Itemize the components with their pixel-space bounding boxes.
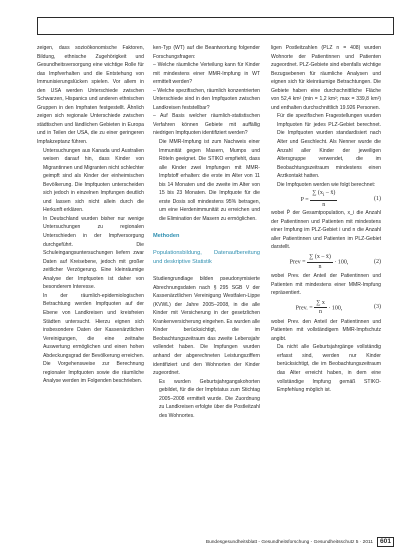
journal-citation: Bundesgesundheitsblatt - Gesundheitsforschung - Gesundheitsschutz 5 · 2011 [205, 539, 373, 545]
paragraph: wobei Prev. der Anteil der Patientinnen und Patienten mit mindestens einer MMR-Impfung repräsentiert. [271, 273, 381, 297]
page-number: 601 [377, 537, 394, 547]
paragraph: Untersuchungen aus Kanada und Australien weisen darauf hin, dass Kinder von Migrantinnen und Migranten nicht schlechter geimpft sind als Kinder der einheimischen Bevölkerung. Die Impfquoten unterscheiden sich jedoch in einzelnen Impfungen deutlich und lassen sich nicht allein durch die Herkunft erklären. [43, 147, 144, 214]
paragraph: wobei Prev. den Anteil der Patientinnen und Patienten mit vollständigem MMR-Impfschutz angibt. [271, 318, 381, 342]
subsection-heading: Populationsbildung, Datenaufbereitung und deskriptive Statistik [153, 250, 260, 265]
paragraph: zeigen, dass sozioökonomische Faktoren, Bildung, ethnische Zugehörigkeit und Gesundheitsversorgung eine wichtige Rolle für das Impfverhalten und die Entstehung von Immunisierungslücken spielen. Vor allem in den USA werden Unterschiede zwischen Schwarzen, Hispanics und anderen ethnischen Gruppen in den Impfraten festgestellt. Ähnlich zeigen sich regionale Unterschiede zwischen städtischen und ländlichen Gebieten in Europa und in Teilen der USA, die zu einer geringeren Impfakzeptanz führen. [37, 45, 144, 146]
paragraph: ligen Postleitzahlen (PLZ n = 408) wurden Wohnorte der Patientinnen und Patienten zugeordnet. PLZ-Gebiete sind ebenfalls wichtige Bezugsebenen für räumliche Analysen und eignen sich für kleinräumige Betrachtungen. Die Gebiete haben eine durchschnittliche Fläche von 52,4 km² (min = 1,2 km²; max = 339,8 km²) und enthalten durchschnittlich 19.926 Personen. [271, 45, 381, 111]
paragraph: Die Impfquoten werden wie folgt berechnet: [277, 181, 376, 188]
equation-number: (2) [374, 258, 381, 265]
paragraph: In Deutschland wurden bisher nur wenige Untersuchungen zu regionalen Unterschieden in der Impfversorgung durchgeführt. Die Schuleingangsuntersuchungen liefern zwar Daten auf Kreisebene, jedoch mit großer zeitlicher Verzögerung. Eine kleinräumige Analyse der Impfquoten ist daher von besonderem Interesse. [43, 215, 144, 291]
paragraph: In der räumlich-epidemiologischen Betrachtung werden Impfquoten auf der Ebene von Landkreisen und kreisfreien Städten untersucht. Hierzu eignen sich insbesondere Daten der Kassenärztlichen Vereinigungen, die eine zeitnahe Auswertung ermöglichen und einen hohen Abdeckungsgrad der Bevölkerung erreichen. Die Vorgehensweise zur Berechnung regionaler Impfquoten sowie die räumliche Analyse werden im Folgenden beschrieben. [43, 292, 144, 385]
equation-number: (1) [374, 196, 381, 203]
paragraph: ken-Typ (WT) auf die Beantwortung folgender Forschungsfragen: [153, 45, 260, 60]
header-rule-box [37, 17, 394, 35]
bullet-item: – Welche spezifischen, räumlich konzentrierten Unterschiede sind in den Impfquoten zwischen Landkreisen feststellbar? [153, 87, 260, 111]
column-3 [271, 44, 381, 395]
paragraph: Studiengrundlage bilden pseudonymisierte Abrechnungsdaten nach § 295 SGB V der Kassenärztlichen Vereinigung Westfalen-Lippe (KVWL) der Jahre 2005–2008, in die alle Kinder mit Versicherung in der gesetzlichen Krankenversicherung eingehen. Es wurden alle Kinder berücksichtigt, die im Beobachtungszeitraum das zweite Lebensjahr vollendet haben. Die Impfungen wurden anhand der abgerechneten Leistungsziffern identifiziert und den Wohnorten der Kinder zugeordnet. [153, 276, 260, 377]
paragraph: Da nicht alle Geburtsjahrgänge vollständig erfasst sind, werden nur Kinder berücksichtigt, die im Beobachtungszeitraum das Alter erreicht haben, in dem eine vollständige Impfung gemäß STIKO-Empfehlung möglich ist. [277, 344, 381, 394]
page-footer [37, 537, 394, 547]
equation-1: P = $\frac{\sum (x_i - x̄)}{n}$ (1) [300, 189, 381, 209]
equation-number: (3) [374, 304, 381, 311]
bullet-item: – Welche räumliche Verteilung kann für Kinder mit mindestens einer MMR-Impfung in WT ermittelt werden? [153, 62, 260, 86]
equation-2: Prev = $\frac{\sum (x - x̄)}{n}$ · 100, (2) [289, 253, 381, 270]
paragraph: Es wurden Geburtsjahrgangskohorten gebildet, für die der Impfstatus zum Stichtag 2005–2008 ermittelt wurde. Die Zuordnung zu Landkreisen erfolgte über die Postleitzahl des Wohnortes. [159, 378, 260, 419]
paragraph: Für die spezifischen Fragestellungen wurden Impfquoten für jedes PLZ-Gebiet berechnet. Die Impfquoten wurden standardisiert nach Alter und Geschlecht. Als Nenner wurde die Anzahl aller Kinder der jeweiligen Altersgruppe verwendet, die im Beobachtungszeitraum mindestens einen Arztkontakt hatten. [277, 113, 381, 180]
equation-3: Prev. = $\frac{\sum x}{n}$ · 100, (3) [295, 299, 381, 316]
column-1 [37, 44, 144, 386]
column-2 [153, 44, 260, 420]
bullet-item: – Auf Basis welcher räumlich-statistischen Verfahren können Gebiete mit auffällig niedrigen Impfquoten identifiziert werden? [153, 113, 260, 137]
section-heading: Methoden [153, 233, 180, 240]
paragraph: Die MMR-Impfung ist zum Nachweis einer Immunität gegen Masern, Mumps und Röteln geeignet. Die STIKO empfiehlt, dass alle Kinder zwei Impfungen mit MMR-Impfstoff erhalten: die erste im Alter von 11 bis 14 Monaten und die zweite im Alter von 15 bis 23 Monaten. Die Impfquote für die erste Dosis soll mindestens 95% betragen, um eine Herdenimmunität zu erreichen und die Elimination der Masern zu ermöglichen. [159, 139, 260, 222]
paragraph: wobei P̄ der Gesamtpopulation, x_i die Anzahl der Patientinnen und Patienten mit mindestens einer Impfung im PLZ-Gebiet i und n die Anzahl aller Patientinnen und Patienten im PLZ-Gebiet darstellt. [271, 210, 381, 251]
